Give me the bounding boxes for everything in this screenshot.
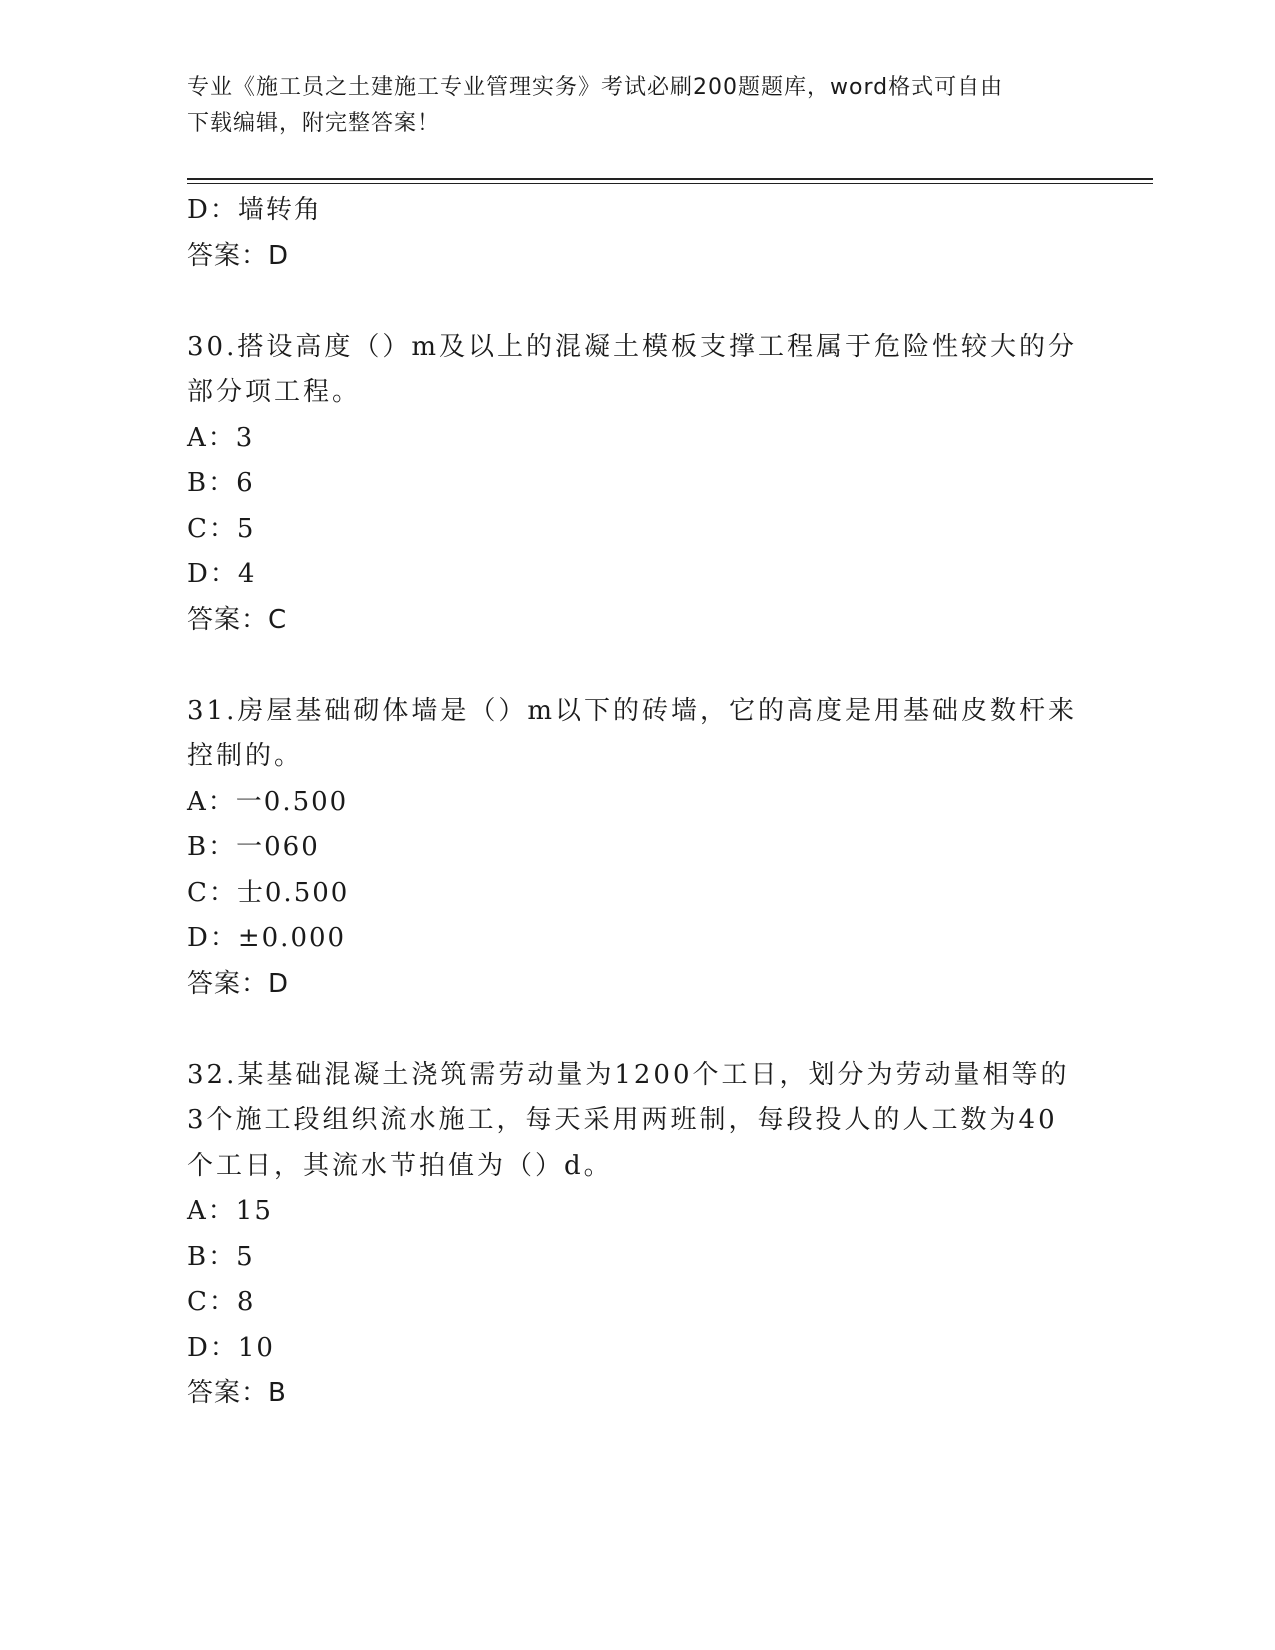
question-stem-line: 控制的。 [187, 741, 304, 771]
page-header [187, 70, 1067, 142]
option-a: A：一0.500 [187, 786, 349, 817]
question-31 [187, 689, 1078, 1008]
option-c: C：8 [187, 1287, 256, 1317]
question-stem-line: 32.某基础混凝土浇筑需劳动量为1200个工日，划分为劳动量相等的 [187, 1059, 1070, 1090]
answer-line: 答案：C [187, 604, 288, 635]
question-30 [187, 325, 1078, 644]
header-divider-thin [187, 183, 1153, 184]
spacer [187, 643, 1067, 689]
option-b: B：5 [187, 1241, 255, 1272]
option-b: B：6 [187, 468, 255, 498]
question-stem-line: 30.搭设高度（）m及以上的混凝土模板支撑工程属于危险性较大的分 [187, 331, 1078, 362]
question-stem-line: 3个施工段组织流水施工，每天采用两班制，每段投人的人工数为40 [187, 1105, 1058, 1135]
question-stem-line: 部分项工程。 [187, 377, 362, 407]
option-a: A：3 [187, 422, 255, 453]
option-d: D：墙转角 [187, 195, 322, 225]
header-divider-thick [187, 178, 1153, 180]
question-stem-line: 个工日，其流水节拍值为（）d。 [187, 1150, 613, 1181]
option-d: D：4 [187, 559, 257, 589]
spacer [187, 279, 1067, 325]
option-c: C：5 [187, 513, 256, 544]
option-b: B：一060 [187, 832, 320, 862]
option-a: A：15 [187, 1196, 273, 1226]
document-body [187, 188, 1078, 1417]
header-title-line-2: 下载编辑，附完整答案！ [187, 111, 441, 136]
option-d: D：±0.000 [187, 923, 347, 953]
option-d: D：10 [187, 1332, 275, 1363]
answer-line: 答案：D [187, 968, 290, 999]
answer-line: 答案：D [187, 240, 290, 271]
answer-line: 答案：B [187, 1378, 287, 1408]
question-32 [187, 1053, 1070, 1417]
header-title-line-1: 专业《施工员之土建施工专业管理实务》考试必刷200题题库，word格式可自由 [187, 75, 1004, 100]
spacer [187, 1007, 1067, 1053]
question-stem-line: 31.房屋基础砌体墙是（）m以下的砖墙，它的高度是用基础皮数杆来 [187, 695, 1078, 726]
option-c: C：士0.500 [187, 877, 350, 908]
